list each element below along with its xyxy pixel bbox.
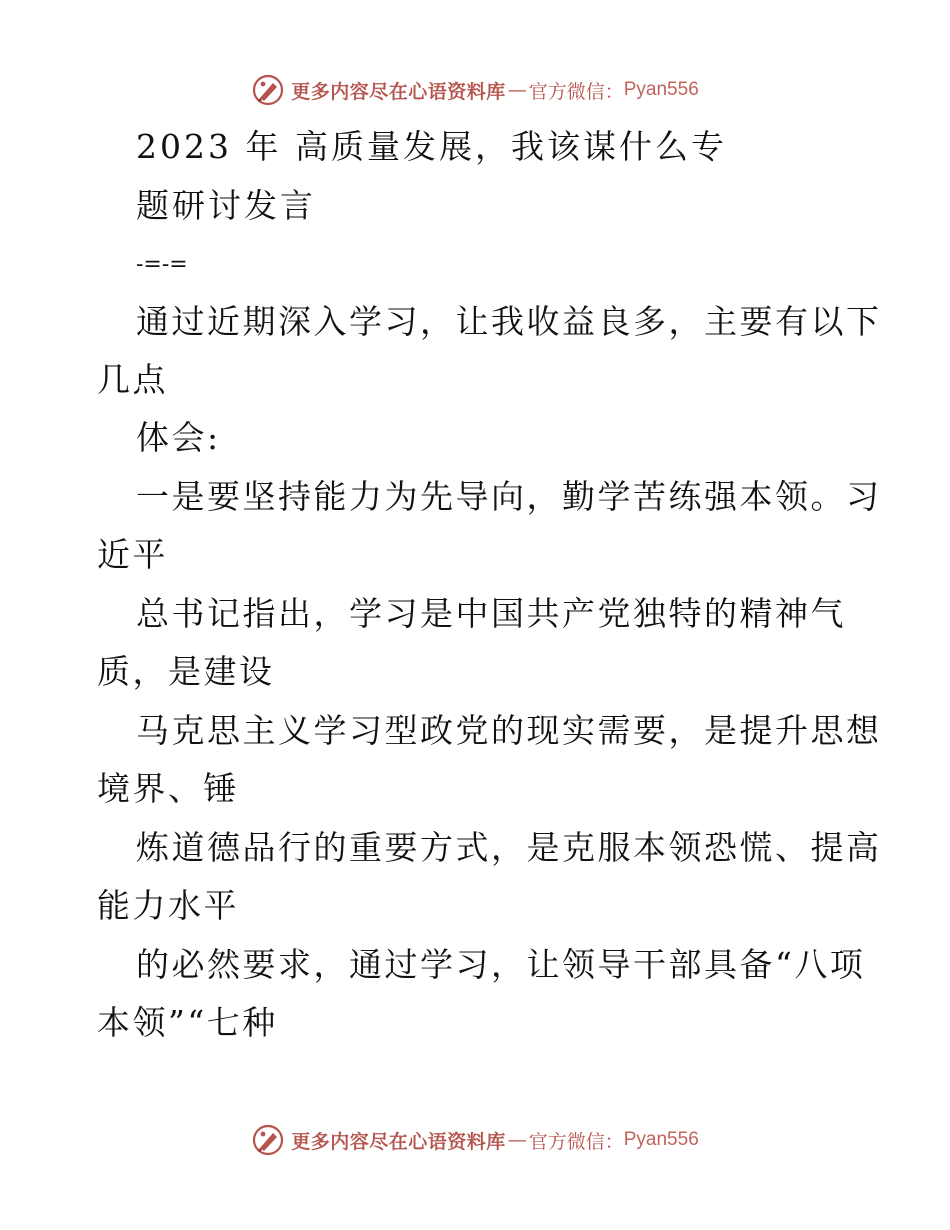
page-title-line-1: 2023 年 高质量发展，我该谋什么专 xyxy=(136,127,727,166)
body-line: 本领”“七种 xyxy=(97,1003,278,1042)
body-line: 总书记指出，学习是中国共产党独特的精神气 xyxy=(136,594,846,633)
body-line: 几点 xyxy=(97,360,168,399)
footer-watermark xyxy=(0,1120,950,1160)
watermark-official-label: 官方微信： xyxy=(528,1130,624,1153)
page-title-line-2: 题研讨发言 xyxy=(136,186,316,225)
header-watermark xyxy=(0,70,950,110)
watermark-dash: — xyxy=(507,1129,527,1151)
pen-logo-icon xyxy=(251,73,285,107)
body-line: 一是要坚持能力为先导向，勤学苦练强本领。习 xyxy=(136,477,882,516)
body-line: 质，是建设 xyxy=(97,652,275,691)
body-line: 体会: xyxy=(136,418,221,457)
watermark-text: 更多内容尽在心语资料库 xyxy=(291,1130,506,1153)
body-line: 马克思主义学习型政党的现实需要，是提升思想 xyxy=(136,711,882,750)
watermark-text: 更多内容尽在心语资料库 xyxy=(291,80,506,103)
body-line: 近平 xyxy=(97,535,168,574)
pen-logo-icon xyxy=(251,1123,285,1157)
watermark-official-label: 官方微信： xyxy=(528,80,624,103)
separator-mark: -=-= xyxy=(136,252,188,277)
body-line: 通过近期深入学习，让我收益良多，主要有以下 xyxy=(136,302,882,341)
body-line: 炼道德品行的重要方式，是克服本领恐慌、提高 xyxy=(136,828,882,867)
body-line: 能力水平 xyxy=(97,886,239,925)
watermark-wechat-id: Pyan556 xyxy=(623,79,699,100)
body-line: 的必然要求，通过学习，让领导干部具备“八项 xyxy=(136,945,866,984)
body-line: 境界、锤 xyxy=(97,769,239,808)
watermark-dash: — xyxy=(507,79,527,101)
watermark-wechat-id: Pyan556 xyxy=(623,1129,699,1150)
